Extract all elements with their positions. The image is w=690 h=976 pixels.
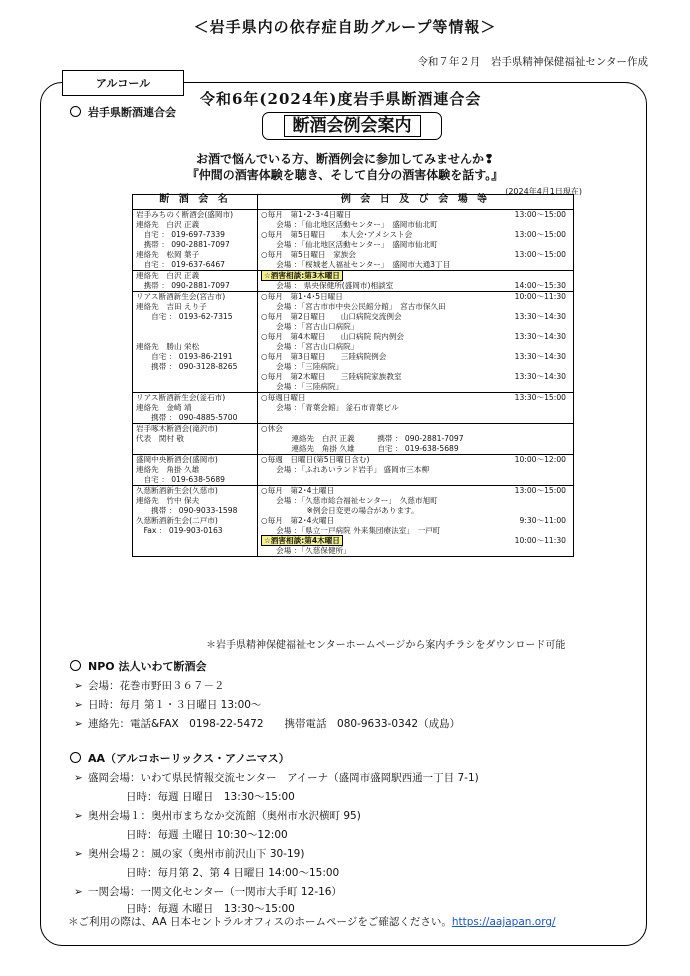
list-item <box>74 884 342 899</box>
schedule-time: 10:00～12:00 <box>514 455 566 464</box>
schedule-line <box>261 260 570 270</box>
schedule-time: 13:00～15:00 <box>514 250 566 259</box>
schedule-line <box>261 465 570 475</box>
schedule-text: ○毎週 日曜日(第5日曜日含む) <box>261 455 370 464</box>
section-danshu-rengoukai <box>70 104 176 120</box>
group-line: 携帯 ： 090-9033-1598 <box>136 506 238 515</box>
download-note: ＊岩手県精神保健福祉センターホームページから案内チラシをダウンロード可能 <box>206 640 566 651</box>
schedule-text: 会場 ：「宮古山口病院」 <box>261 322 359 331</box>
schedule-line <box>261 403 570 413</box>
schedule-line <box>261 393 570 403</box>
note-text: ＊ご利用の際は、AA 日本セントラルオフィスのホームページをご確認ください。 <box>68 916 452 928</box>
section-npo-iwate <box>70 658 206 674</box>
group-line: 自宅 ： 019-697-7339 <box>136 230 225 239</box>
schedule-line <box>261 362 570 372</box>
table-row <box>133 271 574 292</box>
group-cell <box>133 393 258 424</box>
schedule-text: 連絡先 白沢 正義 携帯 ： 090-2881-7097 <box>261 434 464 443</box>
table-row <box>133 455 574 486</box>
group-line: 連絡先 勝山 栄松 <box>136 342 200 351</box>
header-group-name: 断 酒 会 名 <box>133 195 258 210</box>
schedule-line <box>261 210 570 220</box>
group-line: 携帯 ： 090-3128-8265 <box>136 362 238 371</box>
table-row <box>133 292 574 393</box>
group-cell <box>133 210 258 271</box>
arrow-bullet-icon: ➢ <box>74 680 83 692</box>
schedule-line <box>261 332 570 342</box>
invite-line-1: お酒で悩んでいる方、断酒例会に参加してみませんか❢ <box>195 152 495 166</box>
schedule-line <box>261 302 570 312</box>
schedule-text: ○毎月 第5日曜日 家族会 <box>261 250 356 259</box>
table-row <box>133 210 574 271</box>
table-row <box>133 393 574 424</box>
schedule-text: 会場 ：「県立一戸病院 外来集団療法室」 一戸町 <box>261 526 441 535</box>
schedule-time: 13:30～15:00 <box>514 393 566 402</box>
venue-text: 奥州会場１：奥州市まちなか交流館（奥州市水沢横町 95) <box>88 810 361 822</box>
section-aa <box>70 750 290 766</box>
date-text: 日時：毎月第 2、第 4 日曜日 14:00～15:00 <box>126 867 340 879</box>
group-cell <box>133 486 258 557</box>
schedule-time: 13:00～15:00 <box>514 210 566 219</box>
schedule-line <box>261 220 570 230</box>
schedule-line <box>261 322 570 332</box>
group-line: 連絡先 竹中 保夫 <box>136 496 200 505</box>
schedule-time: 9:30～11:00 <box>519 516 566 525</box>
schedule-time: 10:00～11:30 <box>514 536 566 545</box>
schedule-cell <box>258 210 574 271</box>
schedule-time: 14:00～15:30 <box>514 281 566 290</box>
group-line: 連絡先 松岡 葉子 <box>136 250 200 259</box>
group-line: 久慈断酒新生会(久慈市) <box>136 486 218 495</box>
group-cell <box>133 292 258 393</box>
schedule-text: 会場 ：「三陸病院」 <box>261 382 344 391</box>
date-text: 日時：毎週 土曜日 10:30～12:00 <box>126 829 288 841</box>
consultation-badge: ☆酒害相談:第3木曜日 <box>261 270 343 281</box>
flyer-title: 令和6年(2024年)度岩手県断酒連合会 <box>200 90 482 108</box>
schedule-text: ○毎月 第4木曜日 山口病院 院内例会 <box>261 332 404 341</box>
arrow-bullet-icon: ➢ <box>74 772 83 784</box>
schedule-time: 13:00～15:00 <box>514 230 566 239</box>
schedule-cell <box>258 486 574 557</box>
schedule-time: 13:00～15:00 <box>514 486 566 495</box>
schedule-line <box>261 516 570 526</box>
list-item-text: 連絡先：電話&FAX 0198-22-5472 携帯電話 080-9633-0342（成島） <box>88 718 461 730</box>
arrow-bullet-icon: ➢ <box>74 886 83 898</box>
group-line: 連絡先 金崎 靖 <box>136 403 192 412</box>
group-line: 連絡先 角掛 久雄 <box>136 465 200 474</box>
page-title: ＜岩手県内の依存症自助グループ等情報＞ <box>193 18 497 36</box>
group-line: 自宅 ： 019-637-6467 <box>136 260 225 269</box>
schedule-text: 会場 ：「三陸病院」 <box>261 362 344 371</box>
schedule-line <box>261 486 570 496</box>
aa-website-link[interactable]: https://aajapan.org/ <box>451 916 556 928</box>
circle-bullet-icon <box>70 752 81 763</box>
group-line <box>136 322 254 332</box>
schedule-cell <box>258 455 574 486</box>
schedule-line <box>261 292 570 302</box>
author-line: 令和７年２月 岩手県精神保健福祉センター作成 <box>417 56 648 68</box>
schedule-text: ○毎月 第2日曜日 山口病院交流例会 <box>261 312 402 321</box>
group-line: 連絡先 白沢 正義 <box>136 271 200 280</box>
table-row <box>133 486 574 557</box>
schedule-text: ○毎月 第2･4火曜日 <box>261 516 335 525</box>
schedule-line <box>261 240 570 250</box>
group-line: 自宅 ： 019-638-5689 <box>136 475 225 484</box>
date-text: 日時：毎週 木曜日 13:30～15:00 <box>126 903 295 915</box>
schedule-text: ○毎月 第1･2･3･4日曜日 <box>261 210 352 219</box>
date-text: 日時：毎週 日曜日 13:30～15:00 <box>126 791 295 803</box>
venue-text: 一関会場：一関文化センター（一関市大手町 12-16） <box>88 886 342 898</box>
schedule-time: 13:30～14:30 <box>514 372 566 381</box>
group-line: 連絡先 吉田 えり子 <box>136 302 207 311</box>
schedule-line <box>261 382 570 392</box>
schedule-line: 会場 ： 県央保健所(盛岡市)相談室 <box>261 281 394 290</box>
meeting-schedule-table <box>132 194 574 557</box>
group-line: 代表 関村 敬 <box>136 434 184 443</box>
flyer-subtitle: 断酒会例会案内 <box>284 115 421 137</box>
list-item <box>74 716 460 731</box>
schedule-line <box>261 475 570 485</box>
schedule-text: ○毎月 第1･4･5日曜日 <box>261 292 343 301</box>
group-line: 盛岡中央断酒会(盛岡市) <box>136 455 218 464</box>
schedule-cell <box>258 271 574 292</box>
schedule-text: ○毎月 第2木曜日 三陸病院家族教室 <box>261 372 402 381</box>
schedule-cell <box>258 424 574 455</box>
aa-note <box>68 914 556 929</box>
group-line: 携帯 ： 090-4885-5700 <box>136 413 238 422</box>
schedule-text: 会場 ：「宮古山口病院」 <box>261 342 359 351</box>
schedule-text: ○毎週日曜日 <box>261 393 306 402</box>
list-item <box>74 697 261 712</box>
group-line: 連絡先 白沢 正義 <box>136 220 200 229</box>
group-line: リアス断酒新生会(宮古市) <box>136 292 226 301</box>
group-line: 自宅 ： 0193-86-2191 <box>136 352 233 361</box>
arrow-bullet-icon: ➢ <box>74 699 83 711</box>
schedule-line <box>261 352 570 362</box>
schedule-text: 会場 ：「宮古市市中央公民館分館」 宮古市保久田 <box>261 302 446 311</box>
invite-line-2: 『仲間の酒害体験を聴き、そして自分の酒害体験を話す。』 <box>186 168 504 182</box>
schedule-line <box>261 506 570 516</box>
schedule-text: ○毎月 第3日曜日 三陸病院例会 <box>261 352 387 361</box>
section-label: NPO 法人いわて断酒会 <box>88 660 207 673</box>
group-line: 久慈断酒新生会(二戸市) <box>136 516 218 525</box>
group-cell <box>133 424 258 455</box>
schedule-time: 13:30～14:30 <box>514 352 566 361</box>
schedule-time: 10:00～11:30 <box>514 292 566 301</box>
group-line <box>136 332 254 342</box>
section-label: 岩手県断酒連合会 <box>88 106 176 119</box>
schedule-text: ※例会日変更の場合があります。 <box>261 506 419 515</box>
schedule-line <box>261 496 570 506</box>
schedule-text: 会場 ：「仙北地区活動センター」 盛岡市仙北町 <box>261 220 438 229</box>
schedule-text: 会場 ：「久慈市総合福祉センター」 久慈市旭町 <box>261 496 438 505</box>
group-line: 自宅 ： 0193-62-7315 <box>136 312 233 321</box>
category-tab: アルコール <box>62 70 184 96</box>
table-row <box>133 424 574 455</box>
list-item <box>74 770 479 785</box>
header-schedule: 例 会 日 及 び 会 場 等 <box>258 195 574 210</box>
venue-text: 奥州会場２：風の家（奥州市前沢山下 30-19) <box>88 848 305 860</box>
schedule-time: 13:30～14:30 <box>514 312 566 321</box>
schedule-text: ○休会 <box>261 424 283 433</box>
group-line: 携帯 ： 090-2881-7097 <box>136 281 230 290</box>
schedule-text: ○毎月 第2･4土曜日 <box>261 486 335 495</box>
list-item-text: 日時：毎月 第１・３日曜日 13:00～ <box>88 699 262 711</box>
flyer-subtitle-box <box>262 112 442 140</box>
venue-text: 盛岡会場：いわて県民情報交流センター アイーナ（盛岡市盛岡駅西通一丁目 7-1) <box>88 772 479 784</box>
schedule-time: 13:30～14:30 <box>514 332 566 341</box>
group-line: Fax ： 019-903-0163 <box>136 526 223 535</box>
list-item-text: 会場：花巻市野田３６７－２ <box>88 680 225 692</box>
list-item <box>74 678 225 693</box>
schedule-line <box>261 342 570 352</box>
list-item <box>74 808 361 823</box>
arrow-bullet-icon: ➢ <box>74 810 83 822</box>
arrow-bullet-icon: ➢ <box>74 718 83 730</box>
schedule-line <box>261 413 570 423</box>
schedule-text: 会場 ：「仙北地区活動センター」 盛岡市仙北町 <box>261 240 438 249</box>
schedule-text: ○毎月 第5日曜日 本人会･アメシスト会 <box>261 230 413 239</box>
schedule-line <box>261 444 570 454</box>
schedule-cell <box>258 292 574 393</box>
schedule-text: 会場 ：「桜城老人福祉センター」 盛岡市大通3丁目 <box>261 260 451 269</box>
group-cell <box>133 455 258 486</box>
schedule-line <box>261 372 570 382</box>
schedule-line <box>261 455 570 465</box>
list-item <box>74 846 304 861</box>
schedule-text: 会場 ：「青葉会館」 釜石市青葉ビル <box>261 403 399 412</box>
schedule-line <box>261 424 570 434</box>
schedule-line <box>261 434 570 444</box>
circle-bullet-icon <box>70 660 81 671</box>
group-line: 携帯 ： 090-2881-7097 <box>136 240 230 249</box>
schedule-text: 連絡先 角掛 久雄 自宅 ： 019-638-5689 <box>261 444 459 453</box>
schedule-text: 会場 ：「ふれあいランド岩手」 盛岡市三本柳 <box>261 465 430 474</box>
group-cell <box>133 271 258 292</box>
schedule-line: 会場 ：「久慈保健所」 <box>261 546 351 555</box>
schedule-line <box>261 312 570 322</box>
circle-bullet-icon <box>70 106 81 117</box>
group-line: 岩手啄木断酒会(滝沢市) <box>136 424 218 433</box>
schedule-line <box>261 230 570 240</box>
group-line: リアス断酒新生会(釜石市) <box>136 393 226 402</box>
consultation-badge: ☆酒害相談:第4木曜日 <box>261 535 343 546</box>
arrow-bullet-icon: ➢ <box>74 848 83 860</box>
section-label: AA（アルコホーリックス・アノニマス） <box>88 752 290 765</box>
group-line: 岩手みちのく断酒会(盛岡市) <box>136 210 234 219</box>
schedule-cell <box>258 393 574 424</box>
table-header-row <box>133 195 574 210</box>
schedule-line <box>261 250 570 260</box>
as-of-date: (2024年4月1日現在) <box>505 187 582 196</box>
